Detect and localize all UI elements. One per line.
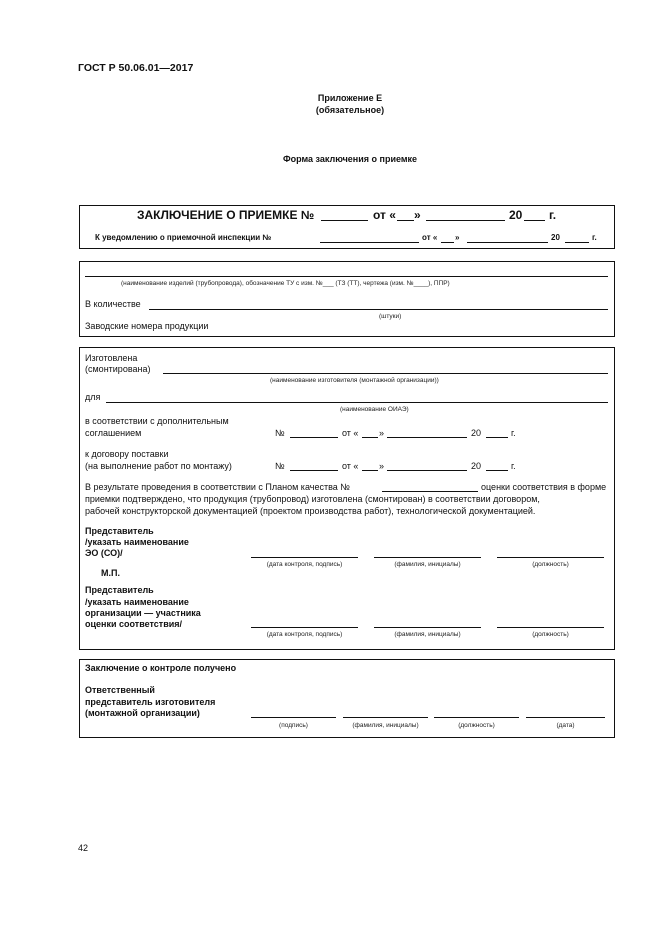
rep1-date-caption: (дата контроля, подпись) — [266, 561, 343, 568]
agreement-year-field[interactable] — [486, 437, 508, 438]
contract-number-field[interactable] — [290, 470, 338, 471]
contract-day-field[interactable] — [362, 470, 378, 471]
agreement-label-line1: в соответствии с дополнительным — [85, 416, 229, 426]
rep2-name-field[interactable] — [374, 627, 481, 628]
rep1-position-caption: (должность) — [532, 561, 569, 568]
resp-position-caption: (должность) — [458, 722, 495, 729]
form-title: Форма заключения о приемке — [282, 154, 418, 164]
appendix-note: (обязательное) — [315, 105, 385, 115]
rep2-line2: /указать наименование — [85, 597, 189, 607]
notice-day-field[interactable] — [441, 242, 454, 243]
conclusion-quote: » — [414, 208, 421, 222]
resp-name-field[interactable] — [343, 717, 428, 718]
rep2-line4: оценки соответствия/ — [85, 619, 183, 629]
resp-sign-caption: (подпись) — [279, 722, 308, 729]
conclusion-month-field[interactable] — [426, 220, 505, 221]
quantity-caption: (штуки) — [379, 313, 402, 320]
agreement-month-field[interactable] — [387, 437, 467, 438]
agreement-number-field[interactable] — [290, 437, 338, 438]
contract-label-line2: (на выполнение работ по монтажу) — [85, 461, 232, 471]
rep1-line1: Представитель — [85, 526, 154, 536]
facility-field[interactable] — [106, 402, 608, 403]
quantity-field[interactable] — [149, 309, 608, 310]
result-text-line1-end: оценки соответствия в форме — [481, 482, 607, 492]
agreement-year-label: 20 — [471, 428, 482, 438]
conclusion-number-field[interactable] — [321, 220, 368, 221]
contract-quote: » — [379, 461, 385, 471]
resp-line3: (монтажной организации) — [85, 708, 200, 718]
result-text-line2: приемки подтверждено, что продукция (трубопровод) изготовлена (смонтирован) в соответствии договором, — [85, 494, 540, 504]
resp-position-field[interactable] — [434, 717, 519, 718]
agreement-label-line2: соглашением — [85, 428, 142, 438]
rep2-date-caption: (дата контроля, подпись) — [266, 631, 343, 638]
resp-date-field[interactable] — [526, 717, 605, 718]
contract-month-field[interactable] — [387, 470, 467, 471]
notice-label: К уведомлению о приемочной инспекции № — [95, 233, 272, 242]
contract-from-label: от « — [342, 461, 359, 471]
serial-numbers-label: Заводские номера продукции — [85, 321, 209, 331]
product-name-field[interactable] — [85, 276, 608, 277]
quantity-label: В количестве — [85, 299, 141, 309]
conclusion-g: г. — [549, 208, 557, 222]
resp-signature-field[interactable] — [251, 717, 336, 718]
conclusion-from-label: от « — [373, 208, 396, 222]
rep1-position-field[interactable] — [497, 557, 604, 558]
notice-from-label: от « — [422, 233, 438, 242]
agreement-from-label: от « — [342, 428, 359, 438]
rep1-name-caption: (фамилия, инициалы) — [394, 561, 461, 568]
page-number: 42 — [78, 843, 89, 853]
contract-num-label: № — [275, 461, 285, 471]
facility-caption: (наименование ОИАЭ) — [340, 406, 409, 413]
resp-line1: Ответственный — [85, 685, 155, 695]
notice-quote: » — [455, 233, 460, 242]
rep1-name-field[interactable] — [374, 557, 481, 558]
rep1-line2: /указать наименование — [85, 537, 189, 547]
product-caption: (наименование изделий (трубопровода), обозначение ТУ с изм. №___ (ТЗ (ТТ), чертежа (изм. №____), ППР) — [121, 280, 450, 287]
stamp-label: М.П. — [101, 568, 120, 578]
agreement-day-field[interactable] — [362, 437, 378, 438]
conclusion-title: ЗАКЛЮЧЕНИЕ О ПРИЕМКЕ № — [137, 208, 315, 222]
rep2-name-caption: (фамилия, инициалы) — [394, 631, 461, 638]
contract-label-line1: к договору поставки — [85, 449, 169, 459]
result-text-line1: В результате проведения в соответствии с Планом качества № — [85, 482, 350, 492]
resp-date-caption: (дата) — [556, 722, 575, 729]
notice-g: г. — [592, 233, 597, 242]
appendix-title: Приложение Е — [317, 93, 383, 103]
for-label: для — [85, 392, 101, 402]
manufacturer-caption: (наименование изготовителя (монтажной организации)) — [270, 377, 439, 384]
contract-g: г. — [511, 461, 516, 471]
manufacturer-field[interactable] — [163, 373, 608, 374]
contract-year-field[interactable] — [486, 470, 508, 471]
received-label: Заключение о контроле получено — [85, 663, 237, 673]
quality-plan-number-field[interactable] — [382, 491, 478, 492]
rep2-position-caption: (должность) — [532, 631, 569, 638]
notice-year-field[interactable] — [565, 242, 589, 243]
notice-year-label: 20 — [551, 233, 560, 242]
made-label-line1: Изготовлена — [85, 353, 138, 363]
rep1-date-sign-field[interactable] — [251, 557, 358, 558]
notice-number-field[interactable] — [320, 242, 419, 243]
agreement-g: г. — [511, 428, 516, 438]
notice-month-field[interactable] — [467, 242, 548, 243]
standard-number: ГОСТ Р 50.06.01—2017 — [78, 62, 194, 74]
resp-line2: представитель изготовителя — [85, 697, 216, 707]
rep2-date-sign-field[interactable] — [251, 627, 358, 628]
rep2-position-field[interactable] — [497, 627, 604, 628]
result-text-line3: рабочей конструкторской документацией (проектом производства работ), технологической документацией. — [85, 506, 536, 516]
conclusion-day-field[interactable] — [397, 220, 414, 221]
contract-year-label: 20 — [471, 461, 482, 471]
resp-name-caption: (фамилия, инициалы) — [352, 722, 419, 729]
conclusion-year-field[interactable] — [524, 220, 545, 221]
rep2-line3: организации — участника — [85, 608, 201, 618]
rep1-line3: ЭО (СО)/ — [85, 548, 123, 558]
rep2-line1: Представитель — [85, 585, 154, 595]
agreement-num-label: № — [275, 428, 285, 438]
agreement-quote: » — [379, 428, 385, 438]
made-label-line2: (смонтирована) — [85, 364, 151, 374]
conclusion-year-label: 20 — [509, 208, 523, 222]
